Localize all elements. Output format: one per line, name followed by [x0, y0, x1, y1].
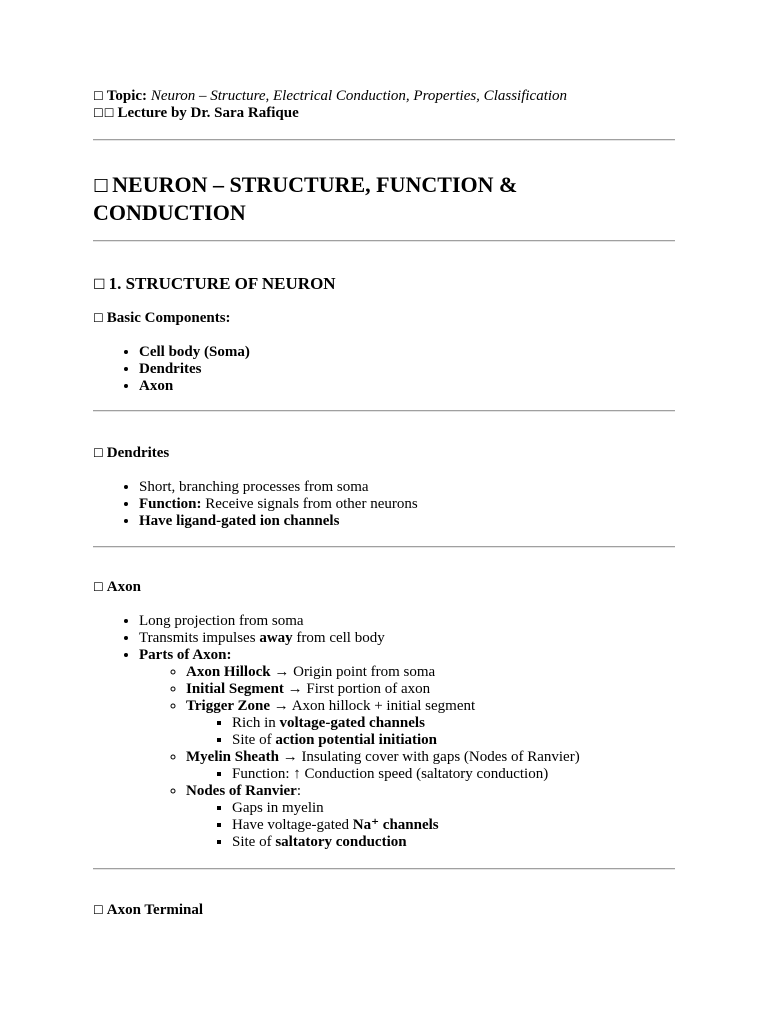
list-item: ▪ Function: ↑ Conduction speed (saltatory conduction) [232, 766, 580, 783]
list-item: • Parts of Axon: ◦ Axon Hillock → Origin point from soma ◦ Initial Segment → First portion of axon ◦ Trigger Zone → Axon hillock + initial segment ▪ Rich in voltage-gated channels ▪ Site of action potential initiation ◦ Myelin Sheath → Insulating cover with gaps (Nodes of Ranvier) ▪ Function: ↑ Conduction speed (saltatory conduction) ◦ Nodes of Ranvier: ▪ Gaps in myelin ▪ Have voltage-gated Na⁺ channels ▪ Site of saltatory conduction [139, 647, 580, 851]
missing-glyph-icon: ☐ [93, 446, 104, 460]
list-item: ▪ Site of action potential initiation [232, 732, 580, 749]
list-item: ◦ Nodes of Ranvier: ▪ Gaps in myelin ▪ Have voltage-gated Na⁺ channels ▪ Site of saltatory conduction [186, 783, 580, 851]
list-item: ▪ Site of saltatory conduction [232, 834, 580, 851]
missing-glyph-icon: ☐☐ [93, 106, 115, 120]
list-item: ◦ Trigger Zone → Axon hillock + initial segment ▪ Rich in voltage-gated channels ▪ Site of action potential initiation [186, 698, 580, 749]
section-heading: ☐ 1. STRUCTURE OF NEURON [93, 274, 336, 293]
list-item: • Dendrites [139, 361, 250, 378]
divider [93, 410, 675, 412]
list-item: ◦ Axon Hillock → Origin point from soma [186, 664, 580, 681]
list-item: ▪ Gaps in myelin [232, 800, 580, 817]
arrow-icon: → [274, 664, 290, 680]
trigger-zone-list [186, 715, 580, 749]
subsection-heading: ☐ Axon Terminal [93, 902, 204, 918]
axon-list [93, 613, 580, 851]
divider [93, 868, 675, 870]
list-item: • Transmits impulses away from cell body [139, 630, 580, 647]
arrow-icon: → [287, 681, 303, 697]
list-item: ▪ Have voltage-gated Na⁺ channels [232, 817, 580, 834]
components-list [93, 344, 250, 395]
divider [93, 546, 675, 548]
divider [93, 139, 675, 141]
lecturer: Lecture by Dr. Sara Rafique [117, 105, 299, 121]
axon-parts-list [139, 664, 580, 851]
list-item: • Cell body (Soma) [139, 344, 250, 361]
missing-glyph-icon: ☐ [93, 89, 104, 103]
list-item: • Long projection from soma [139, 613, 580, 630]
list-item: ▪ Rich in voltage-gated channels [232, 715, 580, 732]
list-item: ◦ Initial Segment → First portion of axon [186, 681, 580, 698]
list-item: • Have ligand-gated ion channels [139, 513, 418, 530]
missing-glyph-icon: ☐ [93, 176, 110, 197]
list-item: • Axon [139, 378, 250, 395]
nodes-list [186, 800, 580, 851]
list-item: ◦ Myelin Sheath → Insulating cover with gaps (Nodes of Ranvier) ▪ Function: ↑ Conduction speed (saltatory conduction) [186, 749, 580, 783]
topic-value: Neuron – Structure, Electrical Conduction, Properties, Classification [150, 88, 568, 104]
topic-line [93, 88, 567, 105]
myelin-list [186, 766, 580, 783]
arrow-icon: → [282, 749, 298, 765]
missing-glyph-icon: ☐ [93, 311, 104, 325]
dendrites-list [93, 479, 418, 530]
list-item: • Short, branching processes from soma [139, 479, 418, 496]
lecture-line [93, 105, 299, 122]
missing-glyph-icon: ☐ [93, 580, 104, 594]
subsection-heading: ☐ Dendrites [93, 445, 170, 461]
list-item: • Function: Receive signals from other neurons [139, 496, 418, 513]
topic-label: Topic: [106, 88, 148, 104]
subsection-heading: ☐ Basic Components: [93, 310, 231, 326]
arrow-icon: → [273, 698, 289, 714]
missing-glyph-icon: ☐ [93, 277, 106, 293]
missing-glyph-icon: ☐ [93, 903, 104, 917]
divider [93, 240, 675, 242]
subsection-heading: ☐ Axon [93, 579, 141, 595]
page-title: ☐ NEURON – STRUCTURE, FUNCTION & CONDUCTION [93, 172, 518, 225]
